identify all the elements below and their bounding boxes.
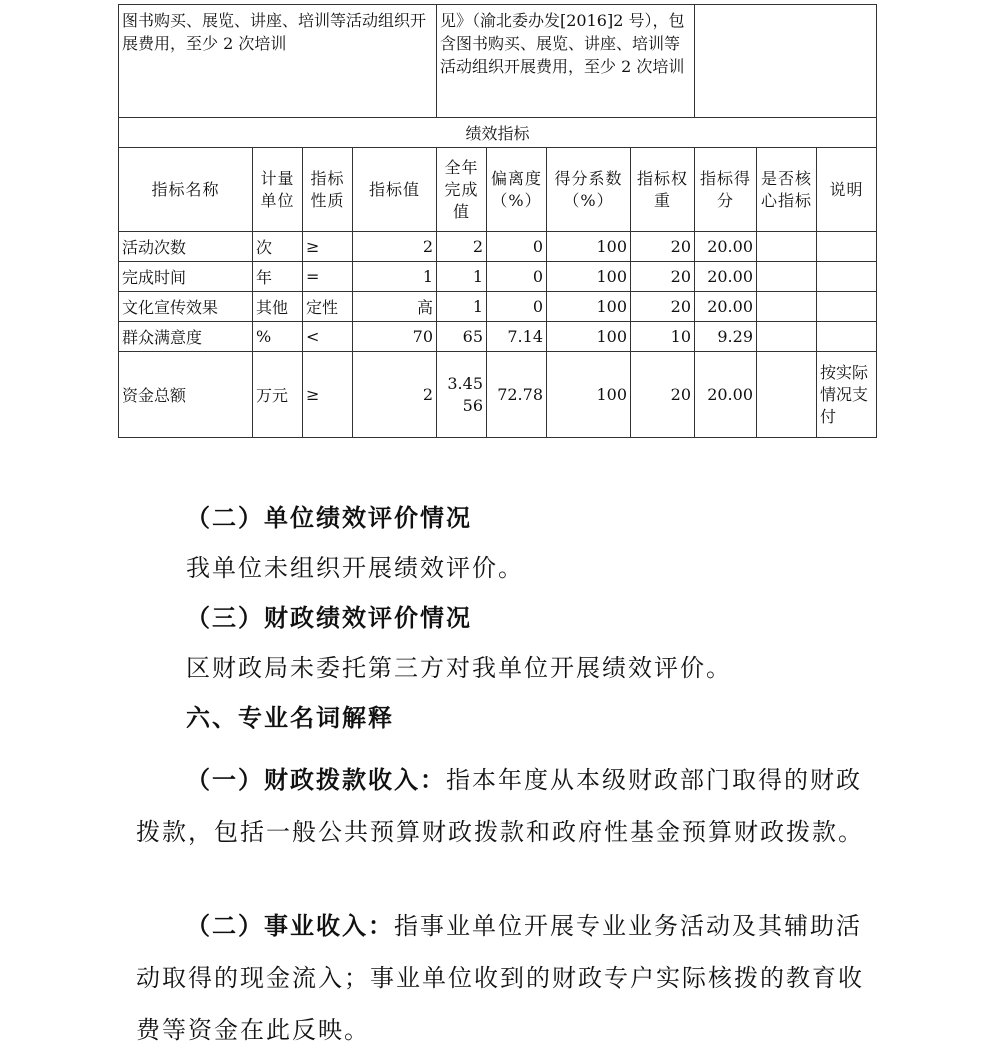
row-cell: 年: [253, 262, 303, 292]
row-cell: [757, 352, 817, 438]
row-cell: 1: [437, 262, 487, 292]
table-row: [119, 352, 877, 438]
row-cell: 100: [547, 232, 631, 262]
row-cell: [817, 232, 877, 262]
header-cell: 偏离度（%）: [487, 148, 547, 232]
row-cell: 0: [487, 292, 547, 322]
row-cell: 0: [487, 262, 547, 292]
row-cell: [757, 292, 817, 322]
row-cell: 2: [353, 232, 437, 262]
row-cell: [757, 322, 817, 352]
table-row: [119, 232, 877, 262]
table-row: [119, 262, 877, 292]
row-cell: 20: [631, 292, 695, 322]
header-cell: 指标值: [353, 148, 437, 232]
header-cell: 说明: [817, 148, 877, 232]
row-cell: 资金总额: [119, 352, 253, 438]
row-cell: 70: [353, 322, 437, 352]
row-cell: [817, 262, 877, 292]
header-cell: 是否核心指标: [757, 148, 817, 232]
glossary-business-income: [136, 900, 878, 1056]
row-cell: 定性: [303, 292, 353, 322]
row-cell: 100: [547, 322, 631, 352]
row-cell: 3.4556: [437, 352, 487, 438]
row-cell: 2: [437, 232, 487, 262]
section-title: 绩效指标: [119, 118, 877, 148]
row-cell: [817, 322, 877, 352]
row-cell: 1: [353, 262, 437, 292]
paragraph-finance-evaluation: 区财政局未委托第三方对我单位开展绩效评价。: [186, 654, 732, 682]
header-cell: 全年完成值: [437, 148, 487, 232]
row-cell: [817, 292, 877, 322]
row-cell: 按实际情况支付: [817, 352, 877, 438]
row-cell: 65: [437, 322, 487, 352]
row-cell: 20: [631, 352, 695, 438]
term-label: （二）事业收入：: [186, 911, 394, 940]
row-cell: 100: [547, 262, 631, 292]
row-cell: 20.00: [695, 292, 757, 322]
header-cell: 指标权重: [631, 148, 695, 232]
header-cell: 指标得分: [695, 148, 757, 232]
performance-table: [118, 4, 877, 438]
row-cell: 活动次数: [119, 232, 253, 262]
row-cell: 20: [631, 232, 695, 262]
row-cell: 次: [253, 232, 303, 262]
row-cell: ≥: [303, 232, 353, 262]
row-cell: 2: [353, 352, 437, 438]
row-cell: [757, 232, 817, 262]
paragraph-unit-evaluation: 我单位未组织开展绩效评价。: [186, 554, 524, 582]
heading-glossary: 六、专业名词解释: [186, 703, 394, 732]
glossary-fiscal-appropriation: [136, 754, 878, 858]
row-cell: 20.00: [695, 352, 757, 438]
row-cell: 20.00: [695, 232, 757, 262]
row-cell: 100: [547, 352, 631, 438]
row-cell: 0: [487, 232, 547, 262]
row-cell: 其他: [253, 292, 303, 322]
term-definition: 指本年度从本级财政部门取得的财政拨款，包括一般公共预算财政拨款和政府性基金预算财政拨款。: [136, 766, 864, 846]
row-cell: 20: [631, 262, 695, 292]
header-cell: 得分系数（%）: [547, 148, 631, 232]
row-cell: 100: [547, 292, 631, 322]
top-cell-2: 见》（渝北委办发[2016]2 号），包含图书购买、展览、讲座、培训等活动组织开展费用，至少 2 次培训: [437, 5, 695, 118]
heading-finance-evaluation: （三）财政绩效评价情况: [186, 603, 472, 632]
row-cell: 72.78: [487, 352, 547, 438]
row-cell: 9.29: [695, 322, 757, 352]
top-cell-1: 图书购买、展览、讲座、培训等活动组织开展费用，至少 2 次培训: [119, 5, 437, 118]
row-cell: 万元: [253, 352, 303, 438]
row-cell: ≥: [303, 352, 353, 438]
row-cell: %: [253, 322, 303, 352]
section-title-row: [119, 118, 877, 148]
row-cell: 7.14: [487, 322, 547, 352]
row-cell: 10: [631, 322, 695, 352]
row-cell: 1: [437, 292, 487, 322]
table-top-row: [119, 5, 877, 118]
row-cell: <: [303, 322, 353, 352]
row-cell: 20.00: [695, 262, 757, 292]
header-row: [119, 148, 877, 232]
heading-unit-evaluation: （二）单位绩效评价情况: [186, 503, 472, 532]
top-cell-3: [695, 5, 877, 118]
row-cell: 完成时间: [119, 262, 253, 292]
row-cell: 群众满意度: [119, 322, 253, 352]
table-row: [119, 292, 877, 322]
header-cell: 计量单位: [253, 148, 303, 232]
row-cell: =: [303, 262, 353, 292]
term-definition: 指事业单位开展专业业务活动及其辅助活动取得的现金流入；事业单位收到的财政专户实际核拨的教育收费等资金在此反映。: [136, 912, 864, 1044]
term-label: （一）财政拨款收入：: [186, 765, 446, 794]
header-cell: 指标性质: [303, 148, 353, 232]
table-row: [119, 322, 877, 352]
row-cell: 高: [353, 292, 437, 322]
row-cell: [757, 262, 817, 292]
row-cell: 文化宣传效果: [119, 292, 253, 322]
header-cell: 指标名称: [119, 148, 253, 232]
